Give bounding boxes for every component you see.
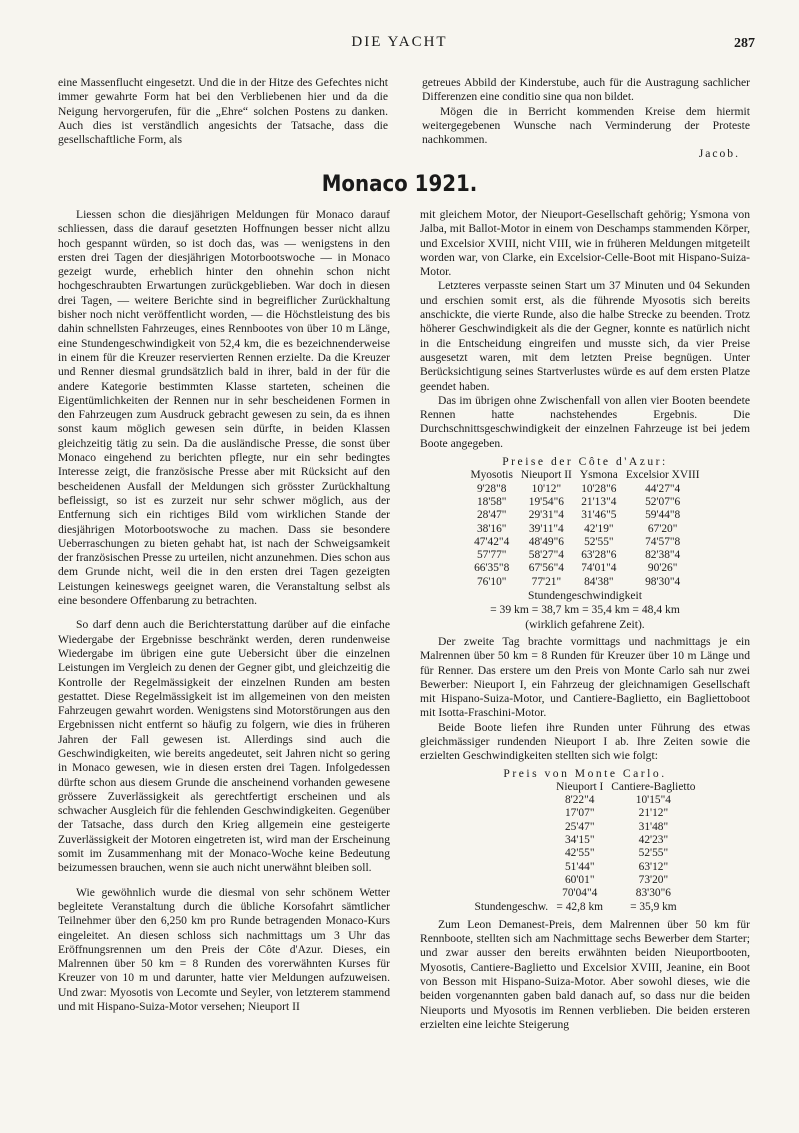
paragraph: So darf denn auch die Berichterstattung darüber auf die einfache Wiedergabe der Ergebnisse beschränkt werden, deren rundenweise Wiedergabe im übrigen eine gute Uebersicht über die einzelnen Leistungen im Vergleich zu denen der Gegner gibt, und gleichzeitig die Kontrolle der Regelmässigkeit der einzelnen Runden am besten gestattet. Diese Regelmässigkeit ist im allgemeinen von den meisten Fahrzeugen gewahrt worden. Wenigstens sind Motorstörungen aus den Ergebnissen nicht entfernt so häufig zu folgern, wie dies in früheren Jahren der Fall gewesen ist. Allerdings sind auch die Geschwindigkeiten, wie bereits angedeutet, seit Jahren nicht so gering in Monaco gewesen, wie in diesen ersten drei Tagen. Infolgedessen dürfte schon aus diesem Grunde die anscheinend vorhanden gewesene grössere Zuverlässigkeit als gerechtfertigt erscheinen und als schwacher Ausgleich für die fehlenden Geschwindigkeiten. Gegenüber der Tatsache, dass durch den Krieg allgemein eine gesteigerte Zuverlässigkeit der Motoren eingetreten ist, wird man der Erscheinung somit im Zusammenhang mit der Monaco-Woche keine Bedeutung beizumessen brauchen, wenn sie auch nicht unerwähnt bleiben soll. — [58, 618, 390, 875]
paragraph: Beide Boote liefen ihre Runden unter Führung des etwas gleichmässiger rundenden Nieuport I ab. Ihre Zeiten sowie die erzielten Geschwindigkeiten stellten sich wie folgt: — [420, 720, 750, 763]
table-row — [466, 509, 703, 522]
table-cell: 74'57"8 — [645, 535, 681, 548]
table-cell: 48'49"6 — [528, 535, 564, 548]
table-row — [466, 562, 703, 575]
table-cell: 10'28"6 — [581, 482, 617, 495]
table-row — [466, 576, 703, 589]
column-header: Nieuport I — [556, 780, 604, 793]
table-cell: 42'55" — [564, 847, 595, 860]
page-header — [0, 34, 799, 58]
table-row — [466, 483, 703, 496]
table-cell: 58'27"4 — [528, 549, 564, 562]
table-cell: 73'20" — [638, 873, 669, 886]
column-header: Myosotis — [470, 469, 513, 482]
table-cell: 9'28"8 — [476, 482, 507, 495]
table-cell: 17'07" — [564, 807, 595, 820]
table-cell: 29'31"4 — [528, 509, 564, 522]
speed-note: (wirklich gefahrene Zeit). — [525, 617, 645, 631]
page-number: 287 — [734, 36, 755, 51]
table-cell: 44'27"4 — [645, 482, 681, 495]
table-row — [466, 523, 703, 536]
table-row — [471, 821, 700, 834]
paragraph: Der zweite Tag brachte vormittags und nachmittags je ein Malrennen über 50 km = 8 Runden für Kreuzer über 10 m Länge und für Renner. Das erstere um den Preis von Monte Carlo sah nur zwei Bewerber: Nieuport I, ein Fahrzeug der gleichnamigen Gesellschaft mit Hispano-Suiza-Motor, und Cantiere-Baglietto, ein Bagliettoboot mit Isotta-Fraschini-Motor. — [420, 634, 750, 720]
paragraph: eine Massenflucht eingesetzt. Und die in der Hitze des Gefechtes nicht immer gewahrte Form hat bei den Verbliebenen hier und da die Neigung hervorgerufen, für die „Ehre“ solchen Postens zu danken. Auch dies ist verständlich angesichts der Tatsache, dass die gesellschaftliche Form, als — [58, 76, 388, 147]
paragraph: getreues Abbild der Kinderstube, auch für die Austragung sachlicher Differenzen eine conditio sine qua non bildet. — [422, 76, 750, 104]
table-cell: 57'77" — [476, 549, 507, 562]
table-cell: 52'55" — [638, 847, 669, 860]
table-cell: 98'30"4 — [645, 575, 681, 588]
table-row — [471, 807, 700, 820]
table-row — [471, 861, 700, 874]
table-cell: 39'11"4 — [528, 522, 564, 535]
table-cell: 51'44" — [564, 860, 595, 873]
table-cell: = 35,9 km — [630, 900, 677, 913]
paragraph: Zum Leon Demanest-Preis, dem Malrennen über 50 km für Rennboote, stellten sich am Nachmittage sechs Bewerber dem Starter; und zwar ausser den bereits erwähnten beiden Nieuportbooten, Myosotis, Cantiere-Baglietto und Excelsior XVIII, Jeanine, ein Boot von Besson mit Hispano-Suiza-Motor. Aber sowohl dieses, wie die beiden vorgenannten gaben bald danach auf, so dass nur die beiden Nieuports und Myosotis im Rennen verblieben. Die beiden ersteren erzielten eine leichte Steigerung — [420, 917, 750, 1031]
table-row — [471, 874, 700, 887]
speed-label: Stundengeschw. — [474, 900, 549, 913]
previous-article-left-column — [58, 76, 388, 147]
article-left-column — [58, 208, 390, 1014]
paragraph: Mögen die in Berricht kommenden Kreise dem hiermit weitergegebenen Wunsche nach Verminderung der Proteste nachkommen. — [422, 104, 750, 147]
table-row — [471, 794, 700, 807]
previous-article-right-column — [422, 76, 750, 162]
table-cell: 28'47" — [476, 509, 507, 522]
table-cell: 84'38" — [584, 575, 614, 588]
table-row — [471, 847, 700, 860]
table-cell: 34'15" — [564, 834, 595, 847]
table-row — [471, 834, 700, 847]
results-table-monte-carlo — [471, 781, 700, 914]
table-cell: 83'30"6 — [635, 887, 671, 900]
table-caption: Preis von Monte Carlo. — [503, 766, 667, 780]
table-cell: 10'15"4 — [635, 794, 671, 807]
table-row — [471, 887, 700, 900]
author-signature: Jacob. — [698, 147, 740, 161]
column-header: Cantiere-Baglietto — [611, 780, 696, 793]
table-row — [471, 901, 700, 914]
table-cell: 42'19" — [584, 522, 614, 535]
table-row — [466, 496, 703, 509]
paragraph: Letzteres verpasste seinen Start um 37 Minuten und 04 Sekunden und erschien somit erst, als die führende Myosotis sich bereits anschickte, die vierte Runde, also die halbe Strecke zu beenden. Trotz höherer Geschwindigkeit als die der Gegner, konnte es natürlich nicht in die Entscheidung eingreifen und musste sich, da vier Preise ausgesetzt waren, mit dem letzten Preise begnügen. Unter Berücksichtigung seines Startverlustes würde es auf dem ersten Platze geendet haben. — [420, 279, 750, 393]
table-cell: 77'21" — [531, 575, 562, 588]
table-cell: 67'56"4 — [528, 562, 564, 575]
table-cell: 25'47" — [564, 820, 595, 833]
table-cell: 74'01"4 — [581, 562, 617, 575]
column-header: Excelsior XVIII — [625, 469, 700, 482]
table-cell: 31'48" — [638, 820, 669, 833]
table-caption: Preise der Côte d'Azur: — [502, 455, 668, 469]
article-title: Monaco 1921. — [321, 172, 478, 197]
table-cell: 19'54"6 — [528, 495, 564, 508]
table-header-row — [466, 469, 703, 482]
table-row — [466, 549, 703, 562]
paragraph: Liessen schon die diesjährigen Meldungen für Monaco darauf schliessen, dass die darauf gesetzten Hoffnungen besser nicht allzu hoch gespannt würden, so ist doch das, was — wenigstens in den ersten drei Tagen der diesjährigen Motorbootswoche — in Monaco gezeigt wurde, erheblich hinter den ohnehin schon nicht hochgeschraubten Erwartungen zurückgeblieben. War doch in diesen drei Tagen, — weitere Berichte sind in begreiflicher Zurückhaltung bisher noch nicht veröffentlicht worden, — die Höchstleistung des bis dahin schnellsten Fahrzeuges, eines Rennbootes von über 10 m Länge, eine Stundengeschwindigkeit von 52,4 km, die es bezeichnenderweise in einem für die Kreuzer reservierten Rennen erzielte. Da die Kreuzer und Renner diesmal grundsätzlich bald in ihrer, bald in der für die andere Kategorie bestimmten Klasse starteten, scheinen die Eigentümlichkeiten der Rennen nur in sehr bescheidenen Formen in den Fahrzeugen zum Ausdruck gebracht gewesen zu sein, da es ihnen sonst kaum möglich gewesen sein dürfte, in beiden Klassen gleichzeitig tätig zu sein. Da die ausländische Presse, die sonst über Monaco eingehend zu berichten pflegte, nur ein sehr bedingtes Interesse zeigt, die französische Presse aber mit Rücksicht auf den bescheidenen Ausfall der Meldungen sich grösster Zurückhaltung befleissigt, so ist es zurzeit nur sehr schwer möglich, aus der Entfernung sich ein richtiges Bild vom wirklichen Stande der diesjährigen Motorbootswoche zu machen. Dass sie besondere Ueberraschungen zu bieten gehabt hat, ist nach der Schweigsamkeit der französischen Presse zu urteilen, nicht anzunehmen. Dies schon aus dem Grunde nicht, weil die in den ersten drei Tagen gezeigten Leistungen keineswegs geeignet waren, die Veranstaltung selbst als eine besondere Offenbarung zu betrachten. — [58, 208, 390, 608]
table-cell: 38'16" — [476, 522, 507, 535]
table-cell: 70'04"4 — [562, 887, 598, 900]
paragraph: Wie gewöhnlich wurde die diesmal von sehr schönem Wetter begleitete Veranstaltung durch die übliche Korsofahrt sämtlicher Teilnehmer über den 6,250 km pro Runde betragenden Monaco-Kurs eingeleitet. An diesen schloss sich nachmittags um 3 Uhr das Eröffnungsrennen um den Preis der Côte d'Azur. Dieses, ein Malrennen über 50 km = 8 Runden des vorerwähnten Kurses für Kreuzer von 10 m und darunter, hatte vier Meldungen aufzuweisen. Und zwar: Myosotis von Lecomte und Seyler, von letzterem stammend und mit Hispano-Suiza-Motor versehen; Nieuport II — [58, 885, 390, 1014]
column-header: Nieuport II — [520, 469, 572, 482]
table-cell: 10'12" — [531, 482, 562, 495]
table-cell: 63'28"6 — [581, 549, 617, 562]
table-header-row — [471, 781, 700, 794]
table-cell: 47'42"4 — [474, 535, 510, 548]
speed-values: = 39 km = 38,7 km = 35,4 km = 48,4 km — [490, 603, 680, 617]
table-cell: 21'12" — [638, 807, 669, 820]
table-cell: = 42,8 km — [556, 900, 604, 913]
column-header: Ysmona — [579, 469, 618, 482]
table-cell: 67'20" — [647, 522, 678, 535]
speed-heading: Stundengeschwindigkeit — [528, 589, 642, 603]
table-cell: 60'01" — [564, 873, 595, 886]
table-cell: 31'46"5 — [581, 509, 617, 522]
table-cell: 8'22"4 — [564, 794, 595, 807]
table-cell: 52'55" — [584, 535, 614, 548]
table-cell: 21'13"4 — [581, 495, 617, 508]
table-cell: 63'12" — [638, 860, 669, 873]
table-cell: 66'35"8 — [474, 562, 510, 575]
paragraph: Das im übrigen ohne Zwischenfall von allen vier Booten beendete Rennen hatte nachstehendes Ergebnis. Die Durchschnittsgeschwindigkeit der einzelnen Fahrzeuge ist bei jedem Boote angegeben. — [420, 393, 750, 450]
results-table-cote-dazur — [466, 469, 703, 589]
table-cell: 76'10" — [476, 575, 507, 588]
table-cell: 52'07"6 — [645, 495, 681, 508]
table-cell: 42'23" — [638, 834, 669, 847]
table-cell: 82'38"4 — [645, 549, 681, 562]
table-cell: 90'26" — [647, 562, 678, 575]
table-cell: 18'58" — [476, 495, 507, 508]
table-row — [466, 536, 703, 549]
table-cell: 59'44"8 — [645, 509, 681, 522]
paragraph: mit gleichem Motor, der Nieuport-Gesellschaft gehörig; Ysmona von Jalba, mit Ballot-Motor in einem von Deschamps stammenden Körper, und Excelsior XVIII, nicht VIII, wie in früheren Meldungen mitgeteilt worden war, von Clarke, ein Excelsior-Celle-Boot mit Hispano-Suiza-Motor. — [420, 208, 750, 279]
journal-title: DIE YACHT — [351, 34, 448, 50]
article-right-column — [420, 208, 750, 1032]
